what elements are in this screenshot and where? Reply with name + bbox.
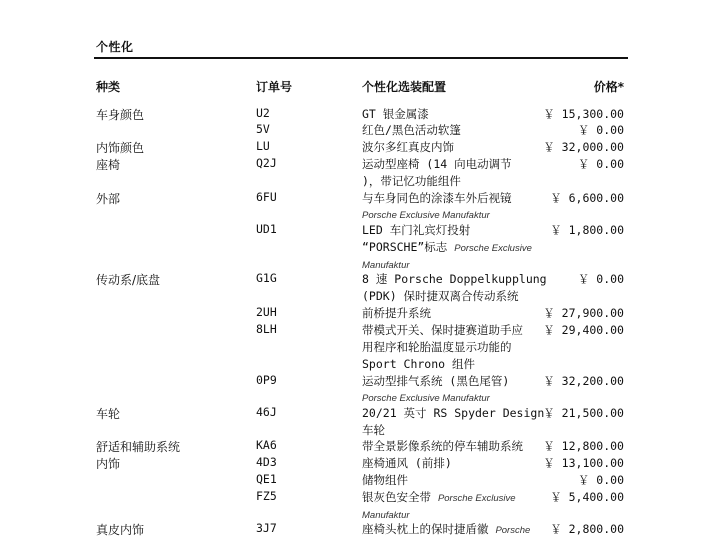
- row-order-code: 46J: [256, 405, 277, 419]
- manufaktur-note: Manufaktur: [362, 260, 410, 271]
- config-line: 带模式开关、保时捷赛道助手应: [362, 323, 523, 337]
- row-category: 传动系/底盘: [96, 273, 161, 287]
- config-line: (PDK) 保时捷双离合传动系统: [362, 289, 519, 303]
- config-line: )，带记忆功能组件: [362, 174, 461, 188]
- row-price: ￥ 13,100.00: [543, 456, 624, 470]
- row-order-code: KA6: [256, 438, 277, 452]
- config-line: [362, 390, 544, 406]
- row-price: ￥ 2,800.00: [550, 522, 624, 536]
- header-code: 订单号: [256, 80, 293, 94]
- config-line: 波尔多红真皮内饰: [362, 140, 454, 154]
- config-line: [362, 207, 544, 223]
- row-config: [362, 373, 544, 406]
- row-order-code: 6FU: [256, 190, 277, 204]
- row-config: [362, 405, 544, 439]
- row-price: ￥ 1,800.00: [550, 223, 624, 237]
- manufaktur-note: Porsche Exclusive: [437, 493, 516, 504]
- row-category: 车身颜色: [96, 108, 145, 122]
- row-category: 内饰: [96, 457, 121, 471]
- row-order-code: G1G: [256, 271, 277, 285]
- row-category: 车轮: [96, 407, 121, 421]
- row-config: [362, 222, 544, 273]
- row-price: ￥ 0.00: [577, 157, 624, 171]
- row-order-code: Q2J: [256, 156, 277, 170]
- row-price: ￥ 15,300.00: [543, 107, 624, 121]
- config-line: 银灰色安全带 Porsche Exclusive: [362, 490, 516, 504]
- config-line: 带全景影像系统的停车辅助系统: [362, 439, 523, 453]
- row-order-code: 2UH: [256, 305, 277, 319]
- config-line: 8 速 Porsche Doppelkupplung: [362, 272, 547, 286]
- row-category: 外部: [96, 192, 121, 206]
- header-price: 价格*: [593, 80, 624, 94]
- row-config: [362, 489, 544, 523]
- row-config: [362, 521, 544, 539]
- manufaktur-note: Porsche: [495, 525, 531, 536]
- row-category: 内饰颜色: [96, 141, 145, 155]
- row-config: [362, 106, 544, 123]
- config-line: 运动型排气系统 (黑色尾管): [362, 374, 510, 388]
- config-line: 座椅头枕上的保时捷盾徽 Porsche: [362, 522, 531, 536]
- config-line: 座椅通风 (前排): [362, 456, 452, 470]
- row-price: ￥ 12,800.00: [543, 439, 624, 453]
- config-line: 与车身同色的涂漆车外后视镜: [362, 191, 512, 205]
- row-config: [362, 305, 544, 322]
- row-order-code: U2: [256, 106, 270, 120]
- config-line: 红色/黑色活动软篷: [362, 123, 461, 137]
- row-price: ￥ 0.00: [577, 272, 624, 286]
- row-category: 舒适和辅助系统: [96, 440, 181, 454]
- row-price: ￥ 29,400.00: [543, 323, 624, 337]
- row-price: ￥ 32,000.00: [543, 140, 624, 154]
- section-title: 个性化: [96, 40, 134, 54]
- config-line: 车轮: [362, 423, 385, 437]
- config-line: “PORSCHE”标志 Porsche Exclusive: [362, 240, 532, 254]
- row-order-code: 0P9: [256, 373, 277, 387]
- config-line: 储物组件: [362, 473, 408, 487]
- config-line: 运动型座椅 (14 向电动调节: [362, 157, 512, 171]
- row-config: [362, 472, 544, 489]
- row-config: [362, 322, 544, 373]
- row-category: 座椅: [96, 158, 121, 172]
- config-line: 20/21 英寸 RS Spyder Design: [362, 406, 545, 420]
- row-order-code: UD1: [256, 222, 277, 236]
- row-price: ￥ 0.00: [577, 473, 624, 487]
- config-line: 用程序和轮胎温度显示功能的: [362, 340, 512, 354]
- row-order-code: 8LH: [256, 322, 277, 336]
- row-order-code: 5V: [256, 122, 270, 136]
- config-line: GT 银金属漆: [362, 107, 429, 121]
- row-config: [362, 122, 544, 139]
- row-category: 真皮内饰: [96, 523, 145, 537]
- manufaktur-note: Porsche Exclusive Manufaktur: [362, 393, 490, 404]
- manufaktur-note: Porsche Exclusive Manufaktur: [362, 210, 490, 221]
- row-order-code: 4D3: [256, 455, 277, 469]
- config-line: 前桥提升系统: [362, 306, 431, 320]
- row-order-code: LU: [256, 139, 270, 153]
- manufaktur-note: Porsche Exclusive: [454, 243, 532, 254]
- row-order-code: FZ5: [256, 489, 277, 503]
- row-config: [362, 190, 544, 223]
- manufaktur-note: Manufaktur: [362, 510, 410, 521]
- row-config: [362, 139, 544, 156]
- row-price: ￥ 0.00: [577, 123, 624, 137]
- config-line: LED 车门礼宾灯投射: [362, 223, 471, 237]
- row-price: ￥ 5,400.00: [550, 490, 624, 504]
- row-config: [362, 156, 544, 190]
- row-price: ￥ 21,500.00: [543, 406, 624, 420]
- header-category: 种类: [96, 80, 121, 94]
- row-config: [362, 438, 544, 455]
- row-price: ￥ 32,200.00: [543, 374, 624, 388]
- title-rule: [94, 57, 628, 59]
- row-order-code: 3J7: [256, 521, 277, 535]
- header-config: 个性化选装配置: [362, 80, 447, 94]
- row-order-code: QE1: [256, 472, 277, 486]
- row-config: [362, 455, 544, 472]
- config-line: Sport Chrono 组件: [362, 357, 476, 371]
- row-price: ￥ 27,900.00: [543, 306, 624, 320]
- row-price: ￥ 6,600.00: [550, 191, 624, 205]
- row-config: [362, 271, 547, 305]
